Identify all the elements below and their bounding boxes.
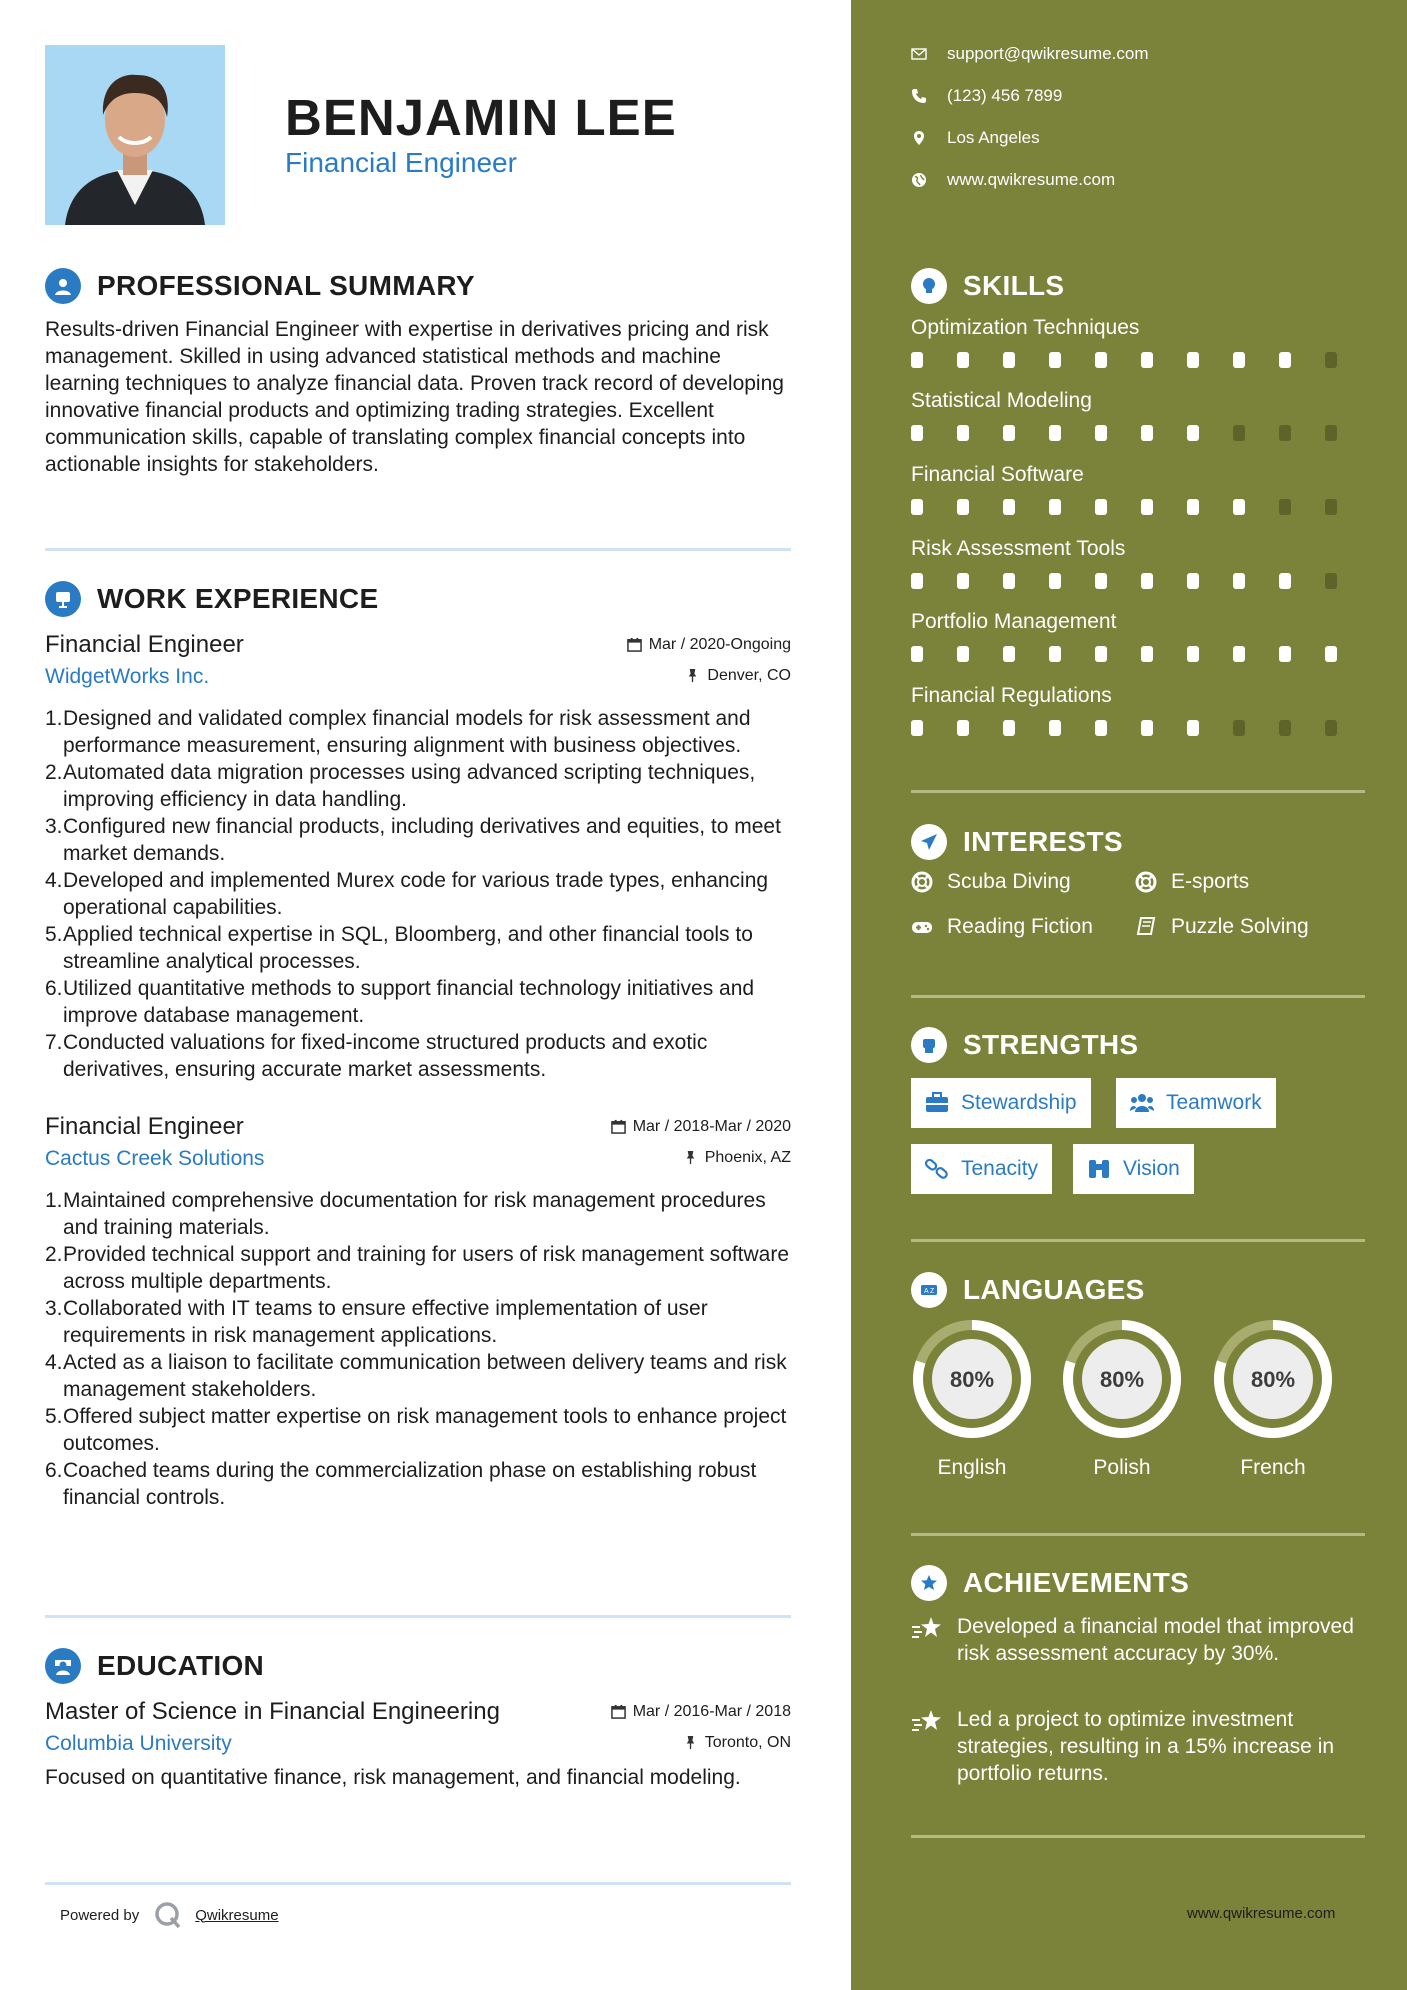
graduate-icon [45,1648,81,1684]
skill-dot-filled [1141,646,1153,662]
skill-item [911,610,1371,662]
skill-dot-filled [1325,646,1337,662]
contact-email[interactable]: support@qwikresume.com [911,44,1149,64]
list-item: 6. Utilized quantitative methods to support financial technology initiatives and improve database management. [45,977,755,1027]
svg-text:Z: Z [930,1288,935,1295]
education-title: EDUCATION [97,1650,265,1681]
lifebuoy-icon [1135,871,1157,893]
skill-dot-filled [1003,573,1015,589]
languages-header [911,1270,1145,1310]
skill-dot-filled [957,425,969,441]
list-item: 5. Applied technical expertise in SQL, Bloomberg, and other financial tools to streamline analytical processes. [45,923,753,973]
strengths-title: STRENGTHS [963,1029,1139,1060]
skill-rating [911,573,1371,589]
skill-name: Statistical Modeling [911,389,1092,412]
link-icon [925,1158,949,1180]
skill-dot-filled [1279,646,1291,662]
interests-title: INTERESTS [963,826,1123,857]
skill-dot-filled [1141,573,1153,589]
skill-item [911,316,1371,368]
list-item: 1. Maintained comprehensive documentation for risk management procedures and training materials. [45,1189,766,1239]
skill-dot-filled [1049,352,1061,368]
skill-dot-filled [1279,573,1291,589]
skill-dot-filled [1095,573,1107,589]
language-progress-ring [909,1316,1035,1442]
skill-dot-filled [1095,720,1107,736]
achievements-title: ACHIEVEMENTS [963,1567,1190,1598]
section-divider [45,1882,791,1885]
lightbulb-icon [911,268,947,304]
skill-dot-filled [911,352,923,368]
education-date [611,1703,791,1721]
skill-rating [911,646,1371,662]
skill-rating [911,499,1371,515]
skill-dot-filled [1187,425,1199,441]
language-name: English [937,1456,1007,1479]
calendar-icon [611,1119,626,1134]
language-name: French [1240,1456,1306,1479]
list-item: 3. Collaborated with IT teams to ensure effective implementation of user requirements in risk management applications. [45,1297,708,1347]
skill-name: Portfolio Management [911,610,1117,633]
list-item: 6. Coached teams during the commercialization phase on establishing robust financial controls. [45,1459,757,1509]
skill-dot-filled [1187,352,1199,368]
powered-by-label: Powered by [60,1906,140,1924]
interests-header [911,822,1123,862]
skill-dot-filled [911,646,923,662]
job-bullets [45,705,791,1083]
language-item [1210,1316,1336,1480]
summary-text: Results-driven Financial Engineer with expertise in derivatives pricing and risk management. Skilled in using advanced statistical methods and machine learning techniques to analyze financial data. Proven track record of developing innovative financial products and optimizing trading strategies. Excellent communication skills, capable of translating complex financial concepts into actionable insights for stakeholders. [45,318,784,476]
section-divider [911,790,1365,793]
language-progress-ring [1210,1316,1336,1442]
skill-dot-filled [1049,573,1061,589]
skill-dot-filled [1141,425,1153,441]
skill-dot-empty [1279,425,1291,441]
skill-dot-empty [1325,499,1337,515]
skill-item [911,684,1371,736]
job-date [611,1118,791,1136]
qwikresume-logo-icon [153,1900,183,1930]
skill-name: Financial Software [911,463,1084,486]
skill-dot-filled [1187,720,1199,736]
skill-dot-empty [1233,720,1245,736]
job-location-text: Denver, CO [707,666,791,684]
skill-dot-filled [957,499,969,515]
list-item: 1. Designed and validated complex financial models for risk assessment and performance measurement, ensuring alignment with business objectives. [45,707,751,757]
section-divider [45,548,791,551]
lifebuoy-icon [911,871,933,893]
language-percent: 80% [1099,1367,1145,1392]
summary-title: PROFESSIONAL SUMMARY [97,270,475,301]
list-item: 5. Offered subject matter expertise on risk management tools to enhance project outcomes. [45,1405,787,1455]
job-date [627,636,791,654]
skills-header [911,266,1064,306]
sidebar [851,0,1407,1990]
contact-phone[interactable]: (123) 456 7899 [911,86,1062,106]
skill-item [911,463,1371,515]
book-icon [1135,916,1157,938]
education-text: Focused on quantitative finance, risk management, and financial modeling. [45,1766,741,1789]
skill-dot-filled [1187,499,1199,515]
skill-dot-empty [1279,499,1291,515]
school: Columbia University [45,1732,232,1755]
skill-dot-filled [1003,720,1015,736]
skill-dot-filled [1233,352,1245,368]
skill-dot-empty [1325,573,1337,589]
skill-dot-filled [1003,499,1015,515]
list-item: 4. Acted as a liaison to facilitate communication between delivery teams and risk management stakeholders. [45,1351,787,1401]
job-location [683,1149,791,1167]
experience-section [45,579,791,1511]
skill-rating [911,720,1371,736]
list-item: 3. Configured new financial products, including derivatives and equities, to meet market demands. [45,815,781,865]
skill-name: Risk Assessment Tools [911,537,1126,560]
skill-dot-filled [1003,425,1015,441]
job-entry [45,1113,791,1511]
education-location-text: Toronto, ON [704,1733,791,1751]
language-progress-ring [1059,1316,1185,1442]
skill-dot-filled [1095,646,1107,662]
skill-dot-empty [1325,425,1337,441]
job-bullets [45,1187,791,1511]
skill-item [911,537,1371,589]
user-icon [45,268,81,304]
strengths-header [911,1025,1138,1065]
skill-dot-filled [911,573,923,589]
briefcase-icon [925,1092,949,1114]
skills-title: SKILLS [963,270,1065,301]
skill-dot-filled [957,352,969,368]
skill-dot-filled [957,720,969,736]
skill-dot-filled [1003,352,1015,368]
job-title: Financial Engineer [45,631,244,658]
achievements-header [911,1563,1189,1603]
skill-item [911,389,1371,441]
education-location [683,1734,791,1752]
shooting-star-icon [911,1615,943,1643]
language-item [1059,1316,1185,1480]
skill-dot-filled [1095,425,1107,441]
summary-section [45,266,791,478]
globe-icon [911,172,927,188]
skill-dot-filled [1049,646,1061,662]
skill-dot-filled [1141,352,1153,368]
pin-icon [683,1150,698,1165]
skill-dot-filled [1187,646,1199,662]
skill-name: Financial Regulations [911,684,1112,707]
achievement-item: Led a project to optimize investment strategies, resulting in a 15% increase in portfolio returns. [911,1706,1371,1787]
skill-dot-filled [1233,646,1245,662]
map-pin-icon [911,130,927,146]
skill-dot-filled [911,425,923,441]
skill-dot-empty [1325,352,1337,368]
skill-dot-filled [957,573,969,589]
skill-dot-filled [1279,352,1291,368]
interest-item: E-sports [1135,870,1249,894]
list-item: 2. Provided technical support and training for users of risk management software across multiple departments. [45,1243,790,1293]
qwikresume-link[interactable]: Qwikresume [195,1906,279,1924]
achievement-item: Developed a financial model that improved risk assessment accuracy by 30%. [911,1613,1371,1667]
interest-item: Reading Fiction [911,915,1093,939]
section-divider [911,1239,1365,1242]
powered-by [60,1900,279,1930]
candidate-role: Financial Engineer [285,147,517,178]
job-entry [45,631,791,1083]
strength-tag: Vision [1073,1144,1194,1194]
calendar-icon [627,637,642,652]
language-icon [911,1272,947,1308]
svg-text:A: A [924,1288,929,1295]
interest-item: Scuba Diving [911,870,1071,894]
pin-icon [683,1735,698,1750]
skill-dot-filled [1187,573,1199,589]
section-divider [911,995,1365,998]
job-company: WidgetWorks Inc. [45,665,210,688]
job-company: Cactus Creek Solutions [45,1147,265,1170]
language-item [909,1316,1035,1480]
candidate-name: BENJAMIN LEE [285,89,677,146]
skill-dot-empty [1233,425,1245,441]
paper-plane-icon [911,824,947,860]
skill-rating [911,352,1371,368]
strength-tag: Tenacity [911,1144,1052,1194]
interest-item: Puzzle Solving [1135,915,1309,939]
strength-tag: Stewardship [911,1078,1091,1128]
skill-dot-filled [911,720,923,736]
degree: Master of Science in Financial Engineering [45,1698,500,1725]
section-divider [45,1615,791,1618]
contact-website[interactable]: www.qwikresume.com [911,170,1115,190]
users-icon [1130,1092,1154,1114]
skill-dot-filled [1233,573,1245,589]
job-title: Financial Engineer [45,1113,244,1140]
job-date-text: Mar / 2020-Ongoing [648,635,791,653]
education-section [45,1646,791,1791]
binoculars-icon [1087,1158,1111,1180]
skill-dot-empty [1279,720,1291,736]
skill-dot-filled [1049,720,1061,736]
skill-dot-filled [1141,499,1153,515]
language-name: Polish [1093,1456,1151,1479]
skill-name: Optimization Techniques [911,316,1140,339]
skill-dot-filled [957,646,969,662]
skill-dot-filled [1049,499,1061,515]
calendar-icon [611,1704,626,1719]
language-percent: 80% [1250,1367,1296,1392]
experience-title: WORK EXPERIENCE [97,583,379,614]
phone-icon [911,88,927,104]
skill-rating [911,425,1371,441]
job-date-text: Mar / 2018-Mar / 2020 [632,1117,791,1135]
briefcase-icon [45,581,81,617]
fist-icon [911,1027,947,1063]
strength-tag: Teamwork [1116,1078,1276,1128]
section-divider [911,1835,1365,1838]
skill-dot-filled [1003,646,1015,662]
skill-dot-filled [1233,499,1245,515]
languages-title: LANGUAGES [963,1274,1145,1305]
list-item: 4. Developed and implemented Murex code for various trade types, enhancing operational capabilities. [45,869,769,919]
footer-website[interactable]: www.qwikresume.com [1187,1905,1336,1922]
section-divider [911,1533,1365,1536]
education-date-text: Mar / 2016-Mar / 2018 [632,1702,791,1720]
gamepad-icon [911,916,933,938]
skill-dot-filled [911,499,923,515]
skill-dot-filled [1141,720,1153,736]
language-percent: 80% [949,1367,995,1392]
shooting-star-icon [911,1708,943,1736]
skill-dot-filled [1095,352,1107,368]
list-item: 7. Conducted valuations for fixed-income structured products and exotic derivatives, ensuring accurate market assessments. [45,1031,708,1081]
envelope-icon [911,46,927,62]
job-location-text: Phoenix, AZ [704,1148,791,1166]
skill-dot-filled [1049,425,1061,441]
list-item: 2. Automated data migration processes using advanced scripting techniques, improving efficiency in data handling. [45,761,756,811]
contact-location: Los Angeles [911,128,1040,148]
star-badge-icon [911,1565,947,1601]
job-location [685,667,791,685]
skill-dot-filled [1095,499,1107,515]
pin-icon [685,668,700,683]
skill-dot-empty [1325,720,1337,736]
profile-photo [45,45,225,225]
person-portrait-icon [45,45,225,225]
